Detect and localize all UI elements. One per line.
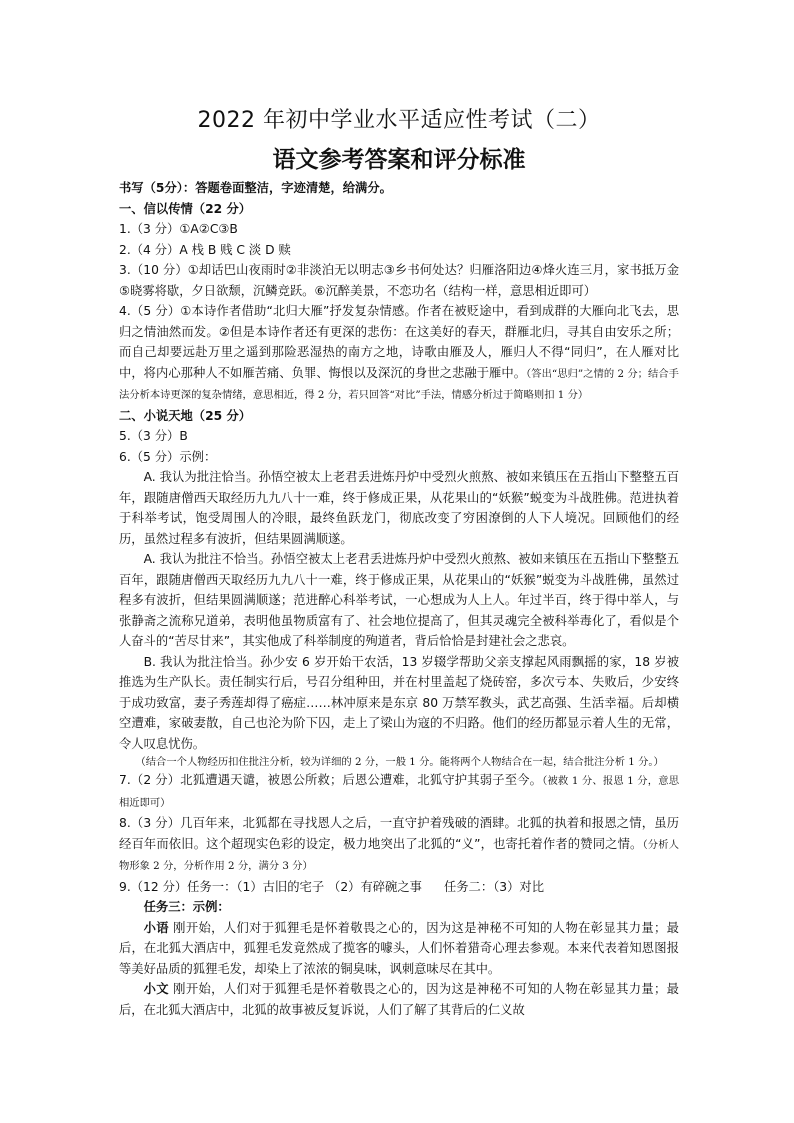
answer-q9-xiaoyu-text: 刚开始，人们对于狐狸毛是怀着敬畏之心的，因为这是神秘不可知的人物在彰显其力量；最后，在北狐大酒店中，狐狸毛发竟然成了揽客的噱头，人们怀着猎奇心理去参观。本来代表着知恩图报等美好品质的狐狸毛发，却染上了浓浓的铜臭味，讽刺意味尽在其中。: [119, 920, 679, 976]
answer-q9-tasks: [119, 877, 679, 898]
answer-q4: [119, 301, 679, 406]
answer-q9-xiaowen-name: 小文: [143, 982, 169, 996]
answer-q9-xiaowen-text: 刚开始，人们对于狐狸毛是怀着敬畏之心的，因为这是神秘不可知的人物在彰显其力量；最后，在北狐大酒店中，北狐的故事被反复诉说，人们了解了其背后的仁义故: [119, 982, 679, 1017]
document-title: 2022 年初中学业水平适应性考试（二）: [197, 108, 601, 133]
section-heading-1: 一、信以传情（22 分）: [119, 201, 252, 216]
answer-q6-example-b: B. 我认为批注恰当。孙少安 6 岁开始干农活，13 岁辍学帮助父亲支撑起风雨飘摇的家，18 岁被推选为生产队长。责任制实行后，号召分组种田，并在村里盖起了烧砖窑，多次亏本、失败后，少安终于成功致富，妻子秀莲却得了癌症……林冲原来是东京 80 万禁军教头，武艺高强、生活幸福。后却横空遭难，家破妻散，自己也沦为阶下囚，走上了梁山为寇的不归路。他们的经历都显示着人生的无常，令人叹息忧伤。: [119, 654, 679, 751]
answer-q9-task1: 9.（12 分）任务一：（1）古旧的宅子 （2）有碎碗之事: [119, 879, 422, 894]
answer-q2: 2.（4 分）A 栈 B 贱 C 淡 D 赎: [119, 242, 291, 257]
answer-q8-text: 8.（3 分）几百年来，北狐都在寻找恩人之后，一直守护着残破的酒肆。北狐的执着和报恩之情，虽历经百年而依旧。这个超现实色彩的设定，极力地突出了北狐的“义”，也寄托着作者的赞同之情。: [119, 816, 679, 851]
answer-q9-xiaowen: [119, 979, 679, 1020]
answer-q9-xiaoyu: [119, 918, 679, 980]
answer-q8-scoring-note: （分析人物形象 2 分，分析作用 2 分，满分 3 分）: [119, 838, 679, 872]
answer-q4-text: 4.（5 分）①本诗作者借助“北归大雁”抒发复杂情感。作者在被贬途中，看到成群的大雁向北飞去，思归之情油然而发。②但是本诗作者还有更深的悲伤：在这美好的春天，群雁北归，寻其自由安乐之所；而自己却要远赴万里之遥到那险恶湿热的南方之地，诗歌由雁及人，雁归人不得“同归”，在人雁对比中，将内心那种人不如雁苦痛、负罪、悔恨以及深沉的身世之悲融于雁中。: [119, 304, 679, 380]
answer-document: [119, 104, 679, 1020]
answer-q6-scoring-note: （结合一个人物经历扣住批注分析，较为详细的 2 分，一般 1 分。能将两个人物结合在一起，结合批注分析 1 分。）: [135, 756, 664, 768]
answer-q9-task2: 任务二：（3）对比: [443, 879, 544, 894]
answer-q7: [119, 770, 679, 813]
section-heading-2: 二、小说天地（25 分）: [119, 408, 252, 423]
writing-note: 书写（5分）：答题卷面整洁，字迹清楚，给满分。: [119, 181, 392, 195]
document-subtitle: 语文参考答案和评分标准: [272, 147, 526, 173]
answer-q7-scoring-note: （被救 1 分、报恩 1 分，意思相近即可）: [119, 775, 680, 809]
answer-q6-example-a1: A. 我认为批注恰当。孙悟空被太上老君丢进炼丹炉中受烈火煎熬、被如来镇压在五指山下整整五百年，跟随唐僧西天取经历九九八十一难，终于修成正果，从花果山的“妖猴”蜕变为斗战胜佛。范进执着于科举考试，饱受周围人的冷眼，最终鱼跃龙门，彻底改变了穷困潦倒的人下人境况。回顾他们的经历，虽然过程多有波折，但结果圆满顺遂。: [119, 470, 679, 546]
answer-q9-xiaoyu-name: 小语: [143, 920, 169, 935]
answer-q3: 3.（10 分）①却话巴山夜雨时②非淡泊无以明志③乡书何处达？归雁洛阳边④烽火连三月，家书抵万金⑤晓雾将歇，夕日欲颓，沉鳞竞跃。⑥沉醉美景，不恋功名（结构一样，意思相近即可）: [119, 263, 679, 298]
answer-q6-heading: 6.（5 分）示例：: [119, 449, 217, 464]
answer-q5: 5.（3 分）B: [119, 429, 188, 443]
answer-q9-task3-heading: 任务三：示例：: [143, 900, 230, 914]
answer-q8: [119, 813, 679, 877]
answer-q6-example-a2: A. 我认为批注不恰当。孙悟空被太上老君丢进炼丹炉中受烈火煎熬、被如来镇压在五指山下整整五百年，跟随唐僧西天取经历九九八十一难，终于修成正果，从花果山的“妖猴”蜕变为斗战胜佛，虽然过程多有波折，但结果圆满顺遂；范进醉心科举考试，一心想成为人上人。年过半百，终于得中举人，与张静斋之流称兄道弟，表明他虽物质富有了、社会地位提高了，但其灵魂完全被科举毒化了，看似是个人奋斗的“苦尽甘来”，其实他成了科举制度的殉道者，背后恰恰是封建社会之悲哀。: [119, 552, 679, 648]
answer-q1: 1.（3 分）①A②C③B: [119, 222, 238, 236]
answer-q7-text: 7.（2 分）北狐遭遇天谴，被恩公所救；后恩公遭难，北狐守护其弱子至今。: [119, 773, 543, 787]
answer-q4-scoring-note: （答出“思归”之情的 2 分；结合手法分析本诗更深的复杂情绪，意思相近，得 2 分，若只回答“对比”手法，情感分析过于简略则扣 1 分）: [119, 367, 679, 401]
